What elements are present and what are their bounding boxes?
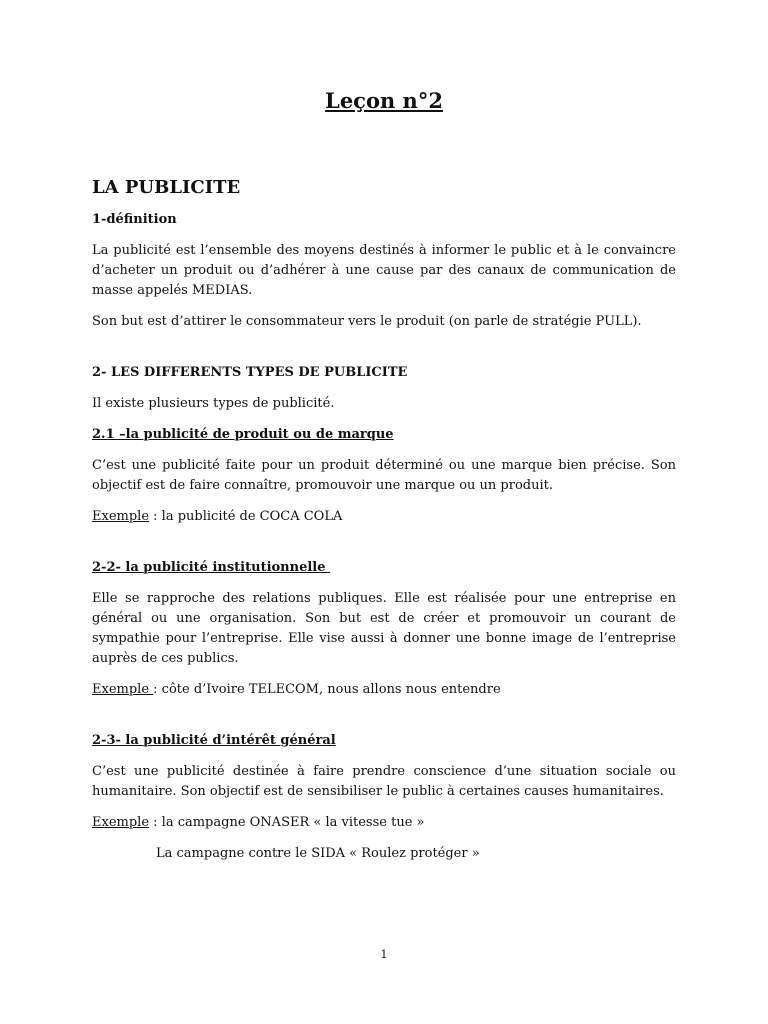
example-text: : la campagne ONASER « la vitesse tue »: [149, 815, 425, 830]
example-text: : côte d’Ivoire TELECOM, nous allons nous entendre: [153, 682, 501, 697]
institutional-ad-heading: 2-2- la publicité institutionnelle: [92, 560, 331, 575]
general-interest-ad-paragraph: C’est une publicité destinée à faire prendre conscience d’une situation sociale ou humanitaire. Son objectif est de sensibiliser le public à certaines causes humanitaires.: [92, 764, 676, 799]
general-interest-ad-example-2: La campagne contre le SIDA « Roulez protéger »: [156, 846, 480, 861]
definition-heading: 1-définition: [92, 212, 177, 227]
general-interest-ad-example: [92, 813, 676, 833]
types-intro: Il existe plusieurs types de publicité.: [92, 396, 335, 411]
types-heading: 2- LES DIFFERENTS TYPES DE PUBLICITE: [92, 365, 408, 380]
product-ad-paragraph: C’est une publicité faite pour un produit déterminé ou une marque bien précise. Son objectif est de faire connaître, promouvoir une marque ou un produit.: [92, 458, 676, 493]
document-body: [92, 176, 676, 875]
institutional-ad-paragraph: Elle se rapproche des relations publiques. Elle est réalisée pour une entreprise en général ou une organisation. Son but est de créer et promouvoir un courant de sympathie pour l’entreprise. Elle vise aussi à donner une bonne image de l’entreprise auprès de ces publics.: [92, 591, 676, 666]
definition-paragraph: La publicité est l’ensemble des moyens destinés à informer le public et à le convaincre d’acheter un produit ou d’adhérer à une cause par des canaux de communication de masse appelés MEDIAS.: [92, 243, 676, 298]
lesson-title: Leçon n°2: [325, 88, 443, 113]
general-interest-ad-heading: 2-3- la publicité d’intérêt général: [92, 733, 336, 748]
page-number: 1: [380, 948, 388, 961]
example-text: : la publicité de COCA COLA: [149, 509, 343, 524]
institutional-ad-example: [92, 680, 676, 700]
goal-paragraph: Son but est d’attirer le consommateur vers le produit (on parle de stratégie PULL).: [92, 314, 642, 329]
example-label: Exemple: [92, 815, 150, 830]
product-ad-example: [92, 507, 676, 527]
section-title: LA PUBLICITE: [92, 177, 241, 198]
example-label: Exemple: [92, 682, 154, 697]
example-label: Exemple: [92, 509, 150, 524]
product-ad-heading: 2.1 –la publicité de produit ou de marque: [92, 427, 394, 442]
